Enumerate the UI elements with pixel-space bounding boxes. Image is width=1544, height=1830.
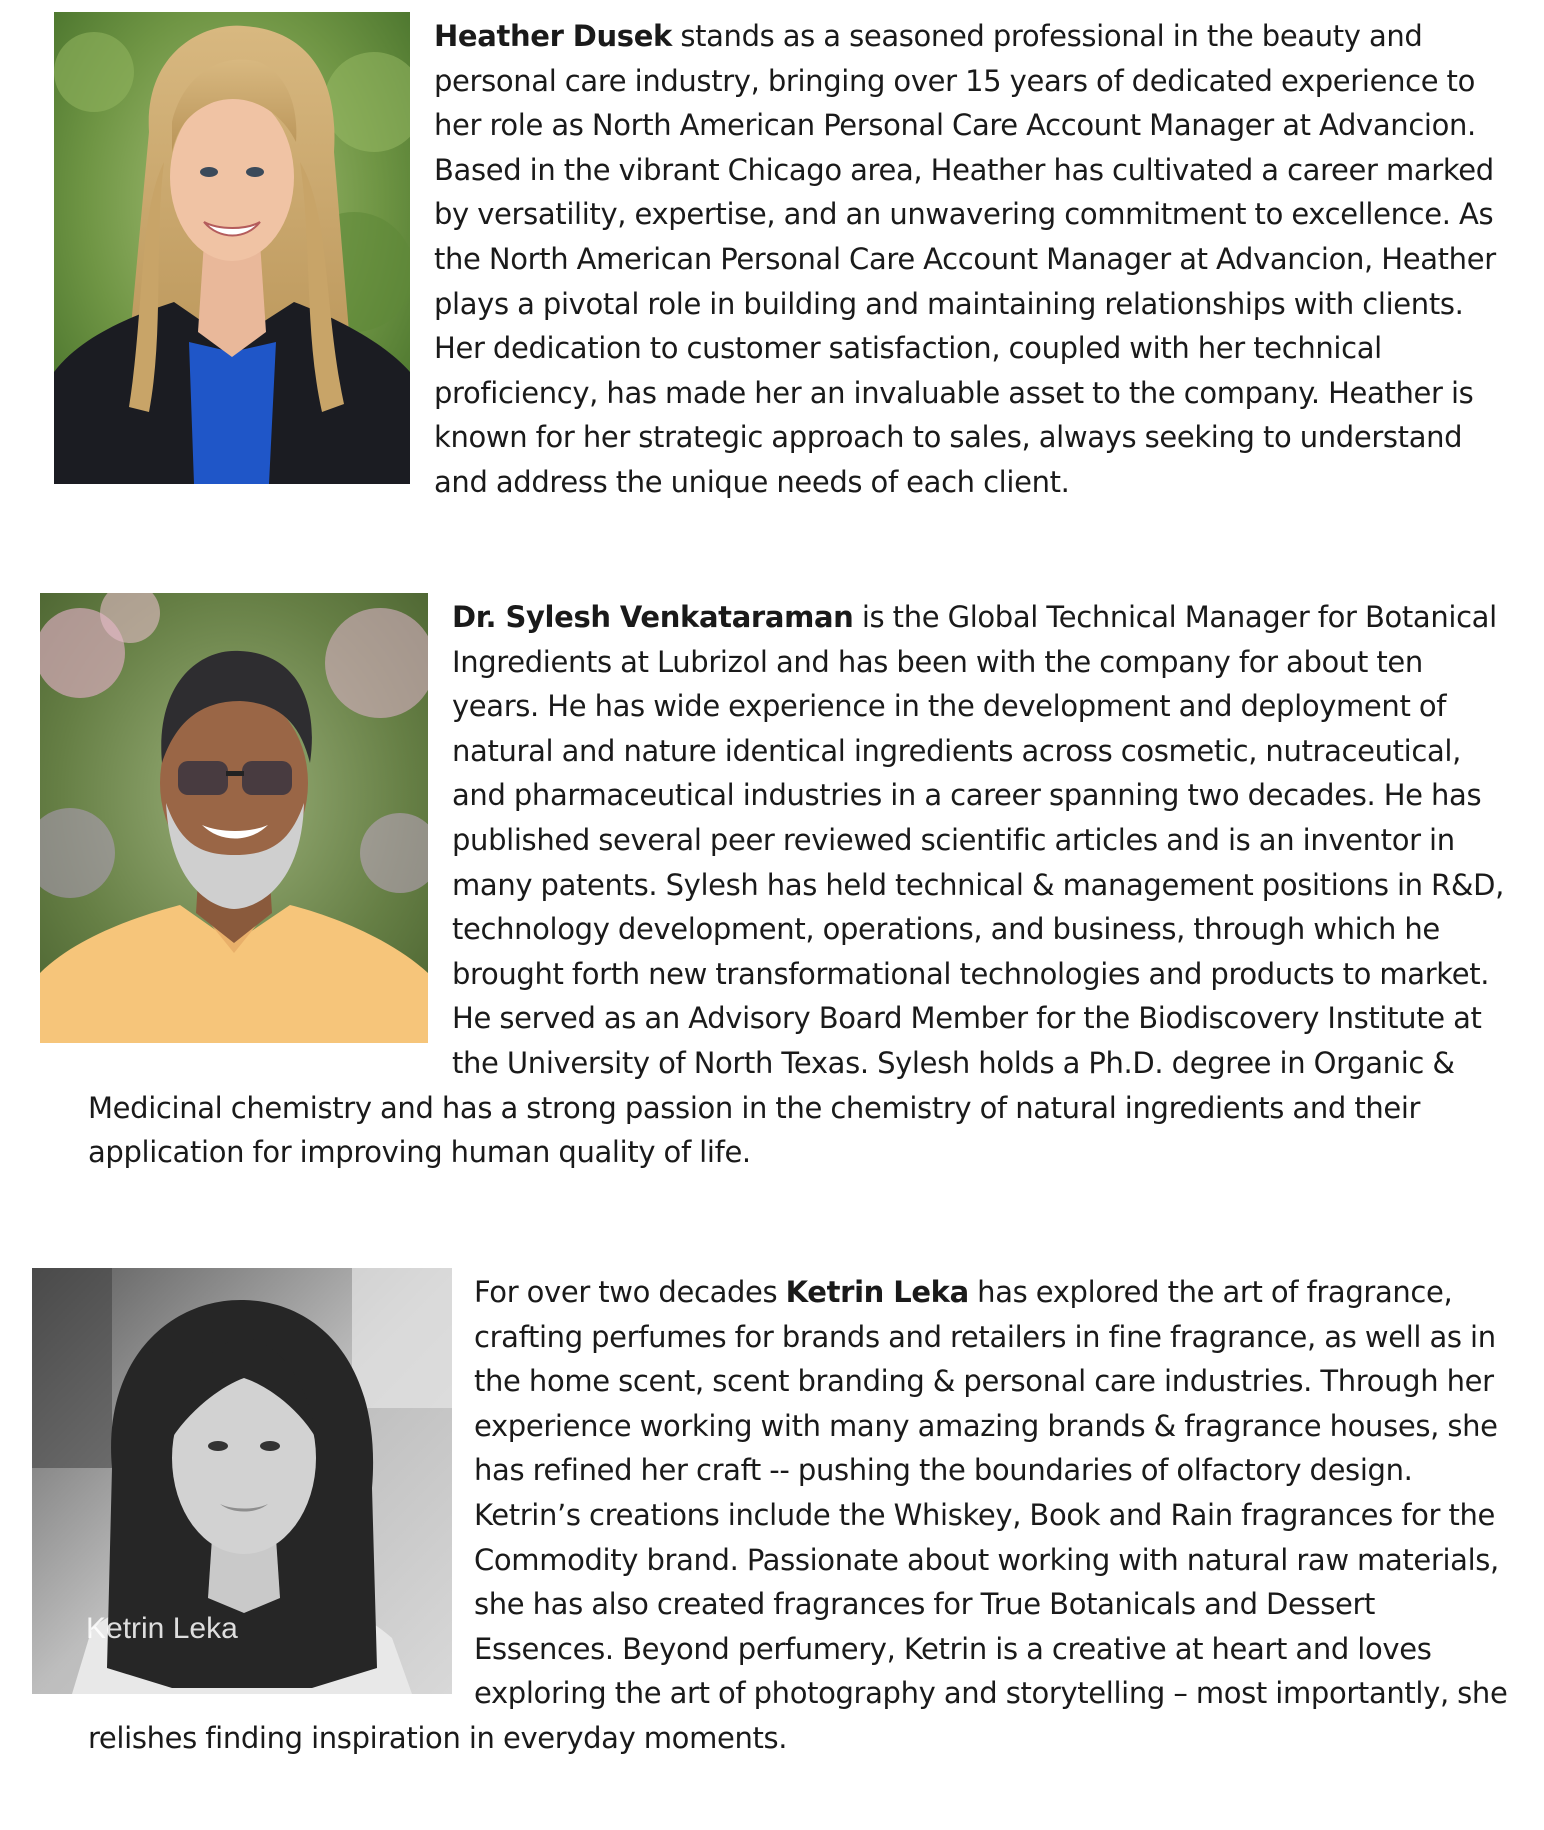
bio-sylesh-venkataraman [0,593,1544,1175]
bio-ketrin-leka [0,1268,1544,1761]
ketrin-leka-photo [32,1268,452,1694]
sylesh-venkataraman-photo [40,593,428,1043]
bio-heather-dusek [0,12,1544,505]
heather-dusek-bio: Heather Dusek stands as a seasoned professional in the beauty and personal care industry, bringing over 15 years of dedicated experience to her role as North American Personal Care Account Manager at Advancion. Based in the vibrant Chicago area, Heather has cultivated a career marked by versatility, expertise, and an unwavering commitment to excellence. As the North American Personal Care Account Manager at Advancion, Heather plays a pivotal role in building and maintaining relationships with clients. Her dedication to customer satisfaction, coupled with her technical proficiency, has made her an invaluable asset to the company. Heather is known for her strategic approach to sales, always seeking to understand and address the unique needs of each client. [434,19,1496,499]
sylesh-venkataraman-name: Dr. Sylesh Venkataraman [452,600,854,634]
heather-dusek-name: Heather Dusek [434,19,672,53]
sylesh-venkataraman-bio: Dr. Sylesh Venkataraman is the Global Technical Manager for Botanical Ingredients at Lubrizol and has been with the company for about ten years. He has wide experience in the development and deployment of natural and nature identical ingredients across cosmetic, nutraceutical, and pharmaceutical industries in a career spanning two decades. He has published several peer reviewed scientific articles and is an inventor in many patents. Sylesh has held technical & management positions in R&D, technology development, operations, and business, through which he brought forth new transformational technologies and products to market. He served as an Advisory Board Member for the Biodiscovery Institute at the University of North Texas. Sylesh holds a Ph.D. degree in Organic & Medicinal chemistry and has a strong passion in the chemistry of natural ingredients and their application for improving human quality of life. [88,600,1504,1170]
ketrin-leka-name: Ketrin Leka [785,1275,969,1309]
ketrin-leka-bio: For over two decades Ketrin Leka has explored the art of fragrance, crafting perfumes for brands and retailers in fine fragrance, as well as in the home scent, scent branding & personal care industries. Through her experience working with many amazing brands & fragrance houses, she has refined her craft -- pushing the boundaries of olfactory design. Ketrin’s creations include the Whiskey, Book and Rain fragrances for the Commodity brand. Passionate about working with natural raw materials, she has also created fragrances for True Botanicals and Dessert Essences. Beyond perfumery, Ketrin is a creative at heart and loves exploring the art of photography and storytelling – most importantly, she relishes finding inspiration in everyday moments. [88,1275,1508,1755]
heather-dusek-photo [54,12,410,484]
photo-watermark: Ketrin Leka [86,1612,238,1645]
